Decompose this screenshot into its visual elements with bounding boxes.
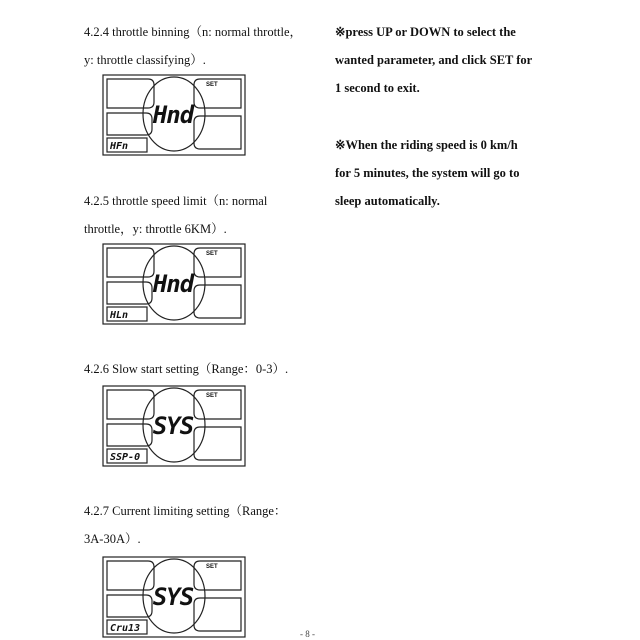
note-select-line3: 1 second to exit. (335, 81, 420, 95)
set-indicator: SET (206, 251, 218, 257)
lcd-main-readout: SYS (152, 412, 194, 440)
note-select-line2: wanted parameter, and click SET for (335, 53, 533, 67)
lcd-main-readout: SYS (152, 583, 194, 611)
set-indicator: SET (206, 393, 218, 399)
lcd-segment-bottom-left (107, 113, 152, 135)
lcd-segment-bottom-left (107, 282, 152, 304)
lcd-display (102, 243, 246, 325)
section-425-line1: 4.2.5 throttle speed limit（n: normal (84, 194, 268, 208)
section-427-line2: 3A-30A）. (84, 532, 141, 546)
lcd-display (102, 74, 246, 156)
lcd-sub-readout: HFn (110, 141, 129, 152)
set-indicator: SET (206, 82, 218, 88)
lcd-segment-top-left (107, 248, 154, 277)
section-424-line1: 4.2.4 throttle binning（n: normal throttle， (84, 25, 303, 39)
note-sleep-line2: for 5 minutes, the system will go to (335, 166, 520, 180)
lcd-throttle-binning (102, 74, 246, 156)
lcd-segment-bottom-left (107, 424, 152, 446)
lcd-sub-readout: Cru13 (110, 623, 141, 634)
lcd-current-limit (102, 556, 246, 638)
page-number: - 8 - (300, 629, 315, 639)
lcd-display (102, 556, 246, 638)
note-sleep-line3: sleep automatically. (335, 194, 440, 208)
lcd-throttle-speed-limit (102, 243, 246, 325)
lcd-main-readout: Hnd (152, 101, 194, 129)
note-select-line1: ※press UP or DOWN to select the (335, 25, 516, 39)
section-426-line1: 4.2.6 Slow start setting（Range：0-3）. (84, 362, 289, 376)
lcd-segment-bottom-left (107, 595, 152, 617)
section-425-line2: throttle，y: throttle 6KM）. (84, 222, 227, 236)
section-427-line1: 4.2.7 Current limiting setting（Range： (84, 504, 287, 518)
lcd-main-readout: Hnd (152, 270, 194, 298)
lcd-sub-readout: SSP-0 (110, 452, 141, 463)
note-sleep-line1: ※When the riding speed is 0 km/h (335, 138, 518, 152)
lcd-display (102, 385, 246, 467)
lcd-slow-start (102, 385, 246, 467)
section-424-line2: y: throttle classifying）. (84, 53, 206, 67)
lcd-segment-top-left (107, 390, 154, 419)
lcd-sub-readout: HLn (110, 310, 129, 321)
set-indicator: SET (206, 564, 218, 570)
lcd-segment-top-left (107, 561, 154, 590)
lcd-segment-top-left (107, 79, 154, 108)
